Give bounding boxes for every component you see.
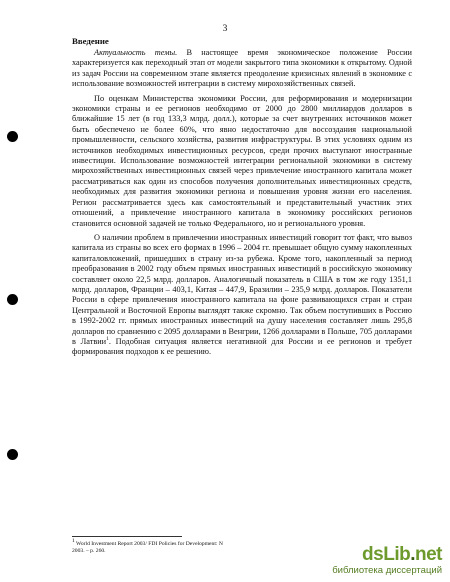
body-text [72,36,412,361]
problems-text-end: . Подобная ситуация является негативной для России и ее регионов и требует формирования подходов к ее решению. [72,336,412,357]
dslib-watermark[interactable] [332,545,442,576]
relevance-text: В настоящее время экономическое положение России характеризуется как переходный этап от модели закрытого типа экономики к открытому. Одной из задач России на современном этапе является преодоление кризисных явлений в экономике с использование возможностей интеграции в систему мирохозяйственных связей. [72,48,413,89]
watermark-logo [332,545,442,565]
logo-tld: net [415,544,442,565]
paragraph-relevance [72,48,412,90]
punch-hole-2 [7,294,18,305]
logo-main: dsLib [362,544,411,565]
page-number: 3 [222,24,228,34]
watermark-subtitle: библиотека диссертаций [332,565,442,576]
paragraph-ministry-estimates: По оценкам Министерства экономики России, для реформирования и модернизации экономики страны и ее регионов необходимо от 2000 до 2800 миллиардов долларов в ближайшие 15 лет (в год 133,3 млрд. долл.), которые за счет внутренних источников может быть обеспечено не более 60%, что явно недостаточно для воссоздания национальной промышленности, сельского хозяйства, развития инфраструктуры. В этих условиях одним из источников необходимых инвестиционных ресурсов, среди прочих выступают иностранные инвестиции. Использование возможностей интеграции региональной экономики в систему мирохозяйственных инвестиционных связей через привлечение иностранного капитала может рассматриваться как один из способов получения дополнительных инвестиционных средств, необходимых для развития экономики региона и повышения уровня жизни его населения. Регион рассматривается здесь как самостоятельный и представительный участник этих отношений, а привлечение иностранного капитала в экономику российских регионов становится основной задачей не только Федерального, но и регионального уровня. [72,93,412,228]
relevance-label: Актуальность темы. [94,48,178,57]
section-heading: Введение [72,36,109,46]
footnote-divider [72,536,182,537]
logo-dot: . [410,544,415,565]
punch-hole-1 [7,131,18,142]
problems-text: О наличии проблем в привлечении иностранных инвестиций говорит тот факт, что вывоз капитала из страны во всех его формах в 1996 – 2004 гг. превышает общую сумму накопленных капиталовложений, пришедших в страну из-за рубежа. Кроме того, накопленный за период преобразования в 2002 году объем прямых иностранных инвестиций в российскую экономику составляет около 22,5 млрд. долларов. Аналогичный показатель в США в том же году 1351,1 млрд. долларов, Франции – 403,1, Китая – 447,9, Бразилии – 235,9 млрд. долларов. Показатели России в сфере привлечения иностранного капитала на фоне развивающихся стран и стран Центральной и Восточной Европы выглядят также скромно. Так объем поступивших в Россию в 1992-2002 гг. прямых иностранных инвестиций на душу населения составляет лишь 295,8 долларов по сравнению с 2095 долларами в Венгрии, 1266 долларами в Польше, 705 долларами в Латвии [72,232,412,346]
punch-hole-3 [7,449,18,460]
footnote-mark: 1 [72,538,75,545]
paragraph-investment-problems [72,233,412,358]
footnote [72,538,332,555]
footnote-text: World Investment Report 2003/ FDI Policies for Development: N [74,541,223,547]
footnote-text-2: 2003. – p. 260. [72,548,106,554]
footnote-ref[interactable]: 1 [106,336,109,343]
